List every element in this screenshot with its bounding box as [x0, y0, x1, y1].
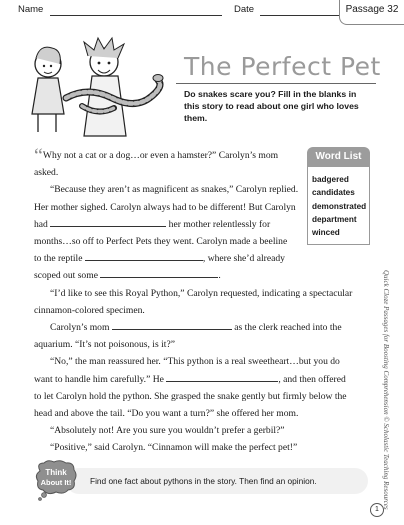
- page-number: 1: [370, 503, 384, 517]
- story-line: [34, 319, 364, 336]
- story-text: to the reptile: [34, 253, 83, 265]
- word-list-item: department: [312, 214, 357, 224]
- title-divider: [176, 83, 376, 84]
- side-credit-text: Quick Cloze Passages for Boosting Comprehension © Scholastic Teaching Resources: [382, 270, 390, 510]
- passage-tab: Passage 32: [339, 0, 404, 25]
- story-line: “Because they aren’t as magnificent as snakes,” Carolyn replied.: [50, 184, 299, 196]
- blank-2[interactable]: [85, 251, 203, 261]
- blank-4[interactable]: [112, 320, 232, 330]
- story-text: as the clerk reached into the: [234, 322, 342, 334]
- story-line: [34, 147, 304, 181]
- date-field[interactable]: [260, 15, 348, 16]
- story-line: aquarium. “It’s not poisonous, is it?”: [34, 339, 175, 351]
- think-label-line1: Think: [45, 468, 67, 477]
- word-list-heading: Word List: [307, 147, 370, 167]
- word-list-item: winced: [312, 228, 340, 238]
- word-list-item: demonstrated: [312, 201, 367, 211]
- word-list-body: [307, 167, 370, 245]
- story-line: months…so off to Perfect Pets they went. Carolyn made a beeline: [34, 236, 288, 248]
- side-credit: [380, 270, 392, 510]
- story-text: Why not a cat or a dog…or even a hamster?” Carolyn’s mom asked.: [34, 150, 279, 179]
- think-prompt-text: Find one fact about pythons in the story. Then find an opinion.: [90, 476, 317, 486]
- story-line: “I’d like to see this Royal Python,” Carolyn requested, indicating a spectacular cinnamon-colored specimen.: [34, 287, 353, 316]
- date-label: Date: [234, 4, 255, 15]
- girl-with-snake-illustration: [18, 36, 168, 146]
- story-text: scoped out some: [34, 270, 98, 282]
- story-line: [34, 250, 304, 267]
- blank-1[interactable]: [50, 217, 166, 227]
- story-line: “Positive,” said Carolyn. “Cinnamon will make the perfect pet!”: [50, 442, 298, 454]
- intro-text: Do snakes scare you? Fill in the blanks in this story to read about one girl who loves them.: [184, 89, 359, 123]
- story-line: [34, 267, 304, 284]
- story-text: had: [34, 218, 48, 230]
- opening-quote-mark: “: [34, 145, 43, 167]
- name-field[interactable]: [50, 15, 222, 16]
- word-list-item: badgered: [312, 175, 349, 184]
- story-text: want to handle him carefully.” He: [34, 373, 164, 385]
- story-line: “No,” the man reassured her. “This python is a real sweetheart…but you do: [50, 356, 340, 368]
- story-line: to let Carolyn hold the python. She grasped the snake gently but firmly below the head and above the tail. “Do you want a turn?” she offered her mom.: [34, 390, 347, 420]
- story-text: her mother relentlessly for: [168, 218, 271, 230]
- story-text: .: [218, 270, 221, 282]
- story-line: [34, 216, 304, 233]
- story-text: Carolyn’s mom: [50, 322, 110, 334]
- story-line: Her mother sighed. Carolyn always had to be different! But Carolyn: [34, 201, 296, 213]
- word-list-item: candidates: [312, 188, 355, 198]
- think-label-line2: About It!: [40, 478, 72, 487]
- blank-5[interactable]: [166, 372, 278, 382]
- story-text: , and then offered: [278, 373, 346, 385]
- story-line: “Absolutely not! Are you sure you wouldn’t prefer a gerbil?”: [50, 425, 285, 437]
- think-bubble-icon: [34, 459, 78, 501]
- name-label: Name: [18, 4, 44, 15]
- word-list: [307, 147, 370, 245]
- page-title: The Perfect Pet: [184, 52, 381, 81]
- story-text: , where she’d already: [202, 253, 285, 265]
- story-line: [34, 371, 364, 388]
- blank-3[interactable]: [100, 268, 218, 278]
